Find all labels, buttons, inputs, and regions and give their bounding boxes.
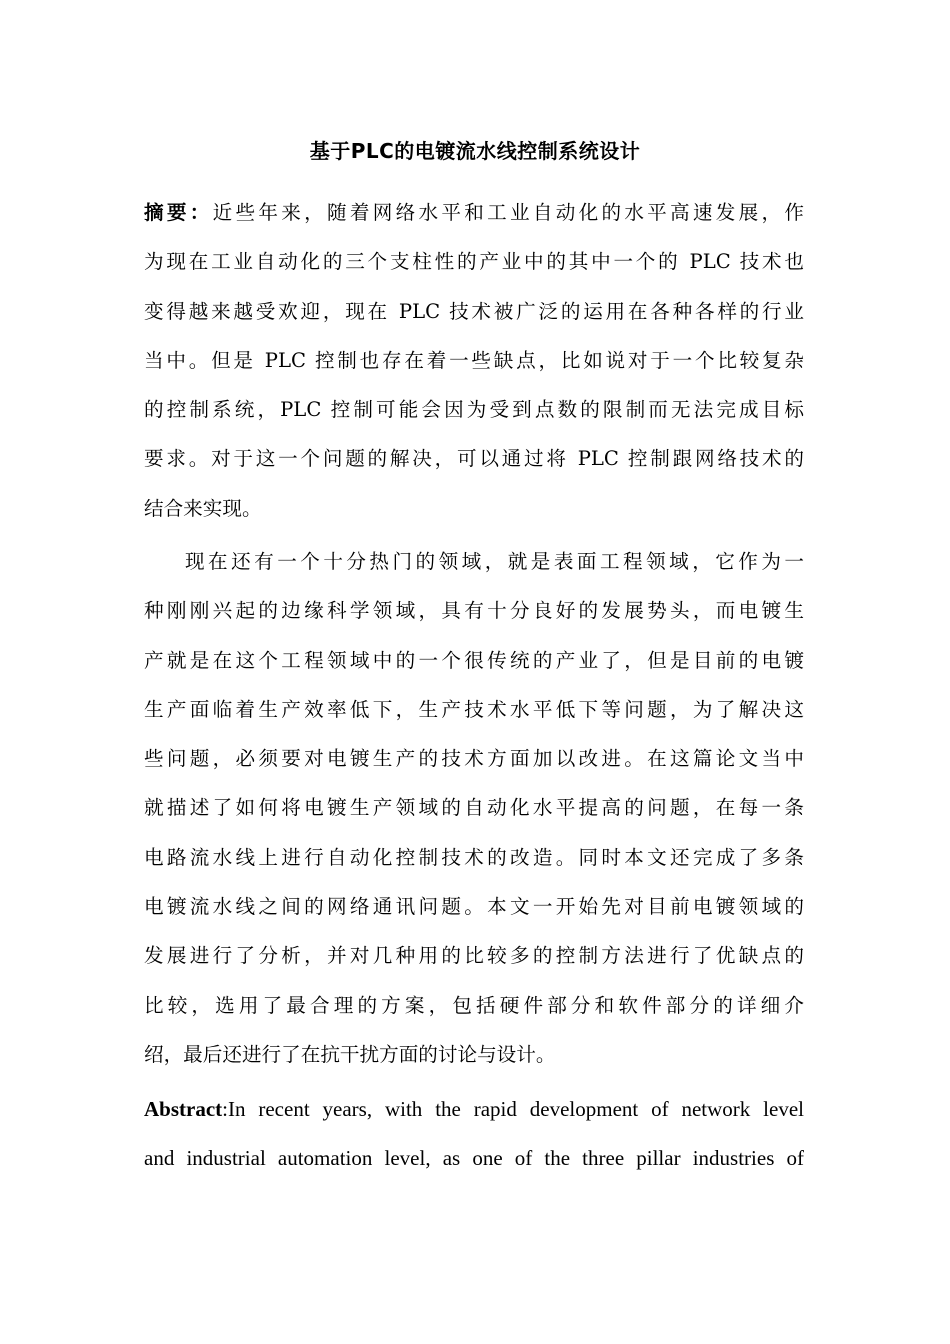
abstract-en-label: Abstract [144, 1097, 223, 1121]
paragraph-line: 电镀流水线之间的网络通讯问题。本文一开始先对目前电镀领域的 [144, 895, 804, 919]
paragraph-line: 发展进行了分析，并对几种用的比较多的控制方法进行了优缺点的 [144, 944, 804, 968]
paragraph-line: 绍，最后还进行了在抗干扰方面的讨论与设计。 [144, 1042, 556, 1066]
abstract-cn-line: 变得越来越受欢迎，现在 PLC 技术被广泛的运用在各种各样的行业 [144, 299, 804, 323]
abstract-cn-line: 结合来实现。 [144, 496, 262, 520]
abstract-cn-label: 摘要： [144, 201, 213, 224]
paragraph-line: 些问题，必须要对电镀生产的技术方面加以改进。在这篇论文当中 [144, 747, 804, 771]
abstract-cn-line: 当中。但是 PLC 控制也存在着一些缺点，比如说对于一个比较复杂 [144, 348, 804, 372]
paragraph-line: 种刚刚兴起的边缘科学领域，具有十分良好的发展势头，而电镀生 [144, 599, 804, 623]
abstract-cn [144, 188, 804, 533]
abstract-cn-line: 要求。对于这一个问题的解决，可以通过将 PLC 控制跟网络技术的 [144, 447, 804, 471]
abstract-cn-line: 为现在工业自动化的三个支柱性的产业中的其中一个的 PLC 技术也 [144, 250, 804, 274]
abstract-en-text: :In recent years, with the rapid development of network level [222, 1097, 804, 1121]
document-title: 基于PLC的电镀流水线控制系统设计 [309, 139, 641, 163]
abstract-en-line: and industrial automation level, as one of the three pillar industries of [144, 1146, 804, 1171]
abstract-cn-text: 近些年来，随着网络水平和工业自动化的水平高速发展，作 [212, 201, 805, 224]
paragraph-line: 电路流水线上进行自动化控制技术的改造。同时本文还完成了多条 [144, 845, 804, 869]
paragraph-line: 就描述了如何将电镀生产领域的自动化水平提高的问题，在每一条 [144, 796, 804, 820]
abstract-cn-line [144, 188, 804, 237]
paragraph-line: 产就是在这个工程领域中的一个很传统的产业了，但是目前的电镀 [144, 648, 804, 672]
abstract-en-line [144, 1085, 804, 1134]
body-paragraph [144, 537, 804, 1079]
paragraph-line: 现在还有一个十分热门的领域，就是表面工程领域，它作为一 [185, 550, 804, 573]
abstract-cn-line: 的控制系统，PLC 控制可能会因为受到点数的限制而无法完成目标 [144, 398, 804, 422]
abstract-en [144, 1085, 804, 1184]
paragraph-line: 比较，选用了最合理的方案，包括硬件部分和软件部分的详细介 [144, 993, 804, 1017]
paragraph-line: 生产面临着生产效率低下，生产技术水平低下等问题，为了解决这 [144, 697, 804, 721]
